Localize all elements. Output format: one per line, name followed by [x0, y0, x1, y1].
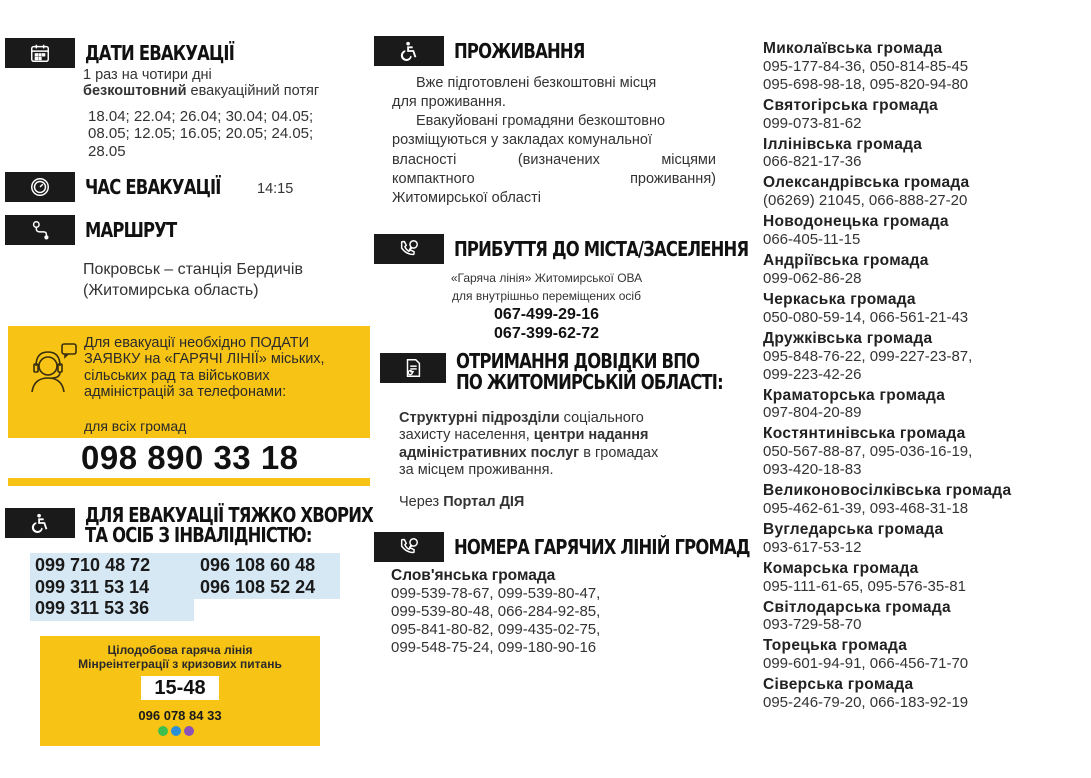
hotlines-header: [374, 532, 815, 562]
arrival-line-1: «Гаряча лінія» Житомирської ОВА: [450, 271, 643, 285]
community-item: [763, 387, 1063, 423]
community-phones[interactable]: 095-246-79-20, 066-183-92-19: [763, 694, 969, 711]
disabled-title-line-1: ДЛЯ ЕВАКУАЦІЇ ТЯЖКО ХВОРИХ: [85, 503, 373, 527]
vpo-title: [456, 351, 723, 393]
phone-chat-icon: [374, 234, 444, 264]
viber-icon[interactable]: [184, 726, 194, 736]
disabled-phone-4[interactable]: 096 108 52 24: [200, 576, 316, 597]
living-title: ПРОЖИВАННЯ: [454, 39, 585, 63]
community-item: [763, 136, 1063, 172]
main-phone[interactable]: 098 890 33 18: [81, 439, 299, 476]
dates-line-1: 18.04; 22.04; 26.04; 30.04; 04.05;: [88, 108, 314, 125]
community-item: [763, 599, 1063, 635]
community-phones[interactable]: 099-601-94-91, 066-456-71-70: [763, 655, 969, 673]
document-icon: [380, 353, 446, 383]
community-item: [763, 291, 1063, 327]
hotlines-title: НОМЕРА ГАРЯЧИХ ЛІНІЙ ГРОМАД: [454, 535, 750, 559]
vpo-rest-3: в громадах: [579, 444, 659, 461]
community-phones-3[interactable]: 095-841-80-82, 099-435-02-75,: [391, 620, 601, 638]
short-number-bg: [141, 676, 219, 700]
living-p2-line-3: [392, 151, 716, 170]
community-list: [763, 40, 1063, 715]
evac-dates-header: [5, 38, 267, 68]
community-name: Краматорська громада: [763, 386, 946, 404]
arrival-info: [374, 269, 719, 305]
vpo-bold-2: центри надання: [533, 427, 649, 444]
community-phones[interactable]: (06269) 21045, 066-888-27-20: [763, 192, 968, 210]
phone-chat-icon: [374, 532, 444, 562]
route-line-2: (Житомирська область): [83, 281, 259, 299]
living-p2-line-4: [392, 170, 716, 189]
messenger-icons: [158, 726, 194, 736]
community-phones[interactable]: 093-617-53-12: [763, 538, 862, 556]
community-phones[interactable]: 099-223-42-26: [763, 365, 862, 383]
community-name: Вугледарська громада: [763, 520, 944, 538]
community-phones[interactable]: 066-821-17-36: [763, 153, 862, 171]
apply-line-3: сільських рад та військових: [84, 367, 270, 384]
community-name: Великоновосілківська громада: [763, 482, 1012, 500]
living-p1-line-1: Вже підготовлені безкоштовні місця: [416, 75, 657, 91]
community-name: Андріївська громада: [763, 252, 929, 270]
community-phones[interactable]: 093-729-58-70: [763, 616, 862, 634]
evac-dates-list: [88, 108, 313, 160]
community-phones[interactable]: 050-080-59-14, 066-561-21-43: [763, 308, 969, 326]
community-name: Костянтинівська громада: [763, 425, 966, 443]
arrival-phone-1[interactable]: 067-499-29-16: [494, 306, 599, 323]
dates-line-2: 08.05; 12.05; 16.05; 20.05; 24.05;: [88, 125, 314, 143]
living-header: [374, 36, 613, 66]
arrival-phones: [374, 305, 719, 343]
living-word-2: (визначених: [517, 151, 600, 168]
community-item: [763, 521, 1063, 557]
community-phones-1[interactable]: 099-539-78-67, 099-539-80-47,: [391, 584, 601, 602]
vpo-portal-line: [399, 494, 524, 511]
vpo-text: [399, 410, 658, 480]
community-phones[interactable]: 099-073-81-62: [763, 114, 862, 132]
disabled-phone-1[interactable]: 099 710 48 72: [35, 555, 151, 575]
community-item: [763, 174, 1063, 210]
community-item: [763, 560, 1063, 596]
route-text: [83, 260, 303, 302]
vpo-bold-3: адміністративних послуг: [399, 444, 580, 461]
disabled-phones-left: [35, 555, 150, 620]
community-name: Олександрівська громада: [763, 174, 970, 192]
apply-box: [8, 326, 370, 486]
disabled-title-line-2: ТА ОСІБ З ІНВАЛІДНІСТЮ:: [85, 523, 312, 547]
vpo-line-1: [399, 410, 658, 427]
community-name: Торецька громада: [763, 637, 908, 655]
hotline-box: [40, 636, 320, 746]
dates-line-3: 28.05: [88, 142, 126, 160]
hotline-line-1: Цілодобова гаряча лінія: [107, 643, 253, 657]
community-name: Святогірська громада: [763, 96, 939, 114]
living-word-5: проживання): [630, 170, 716, 187]
living-p2-line-2: розміщуються у закладах комунальної: [392, 132, 652, 149]
community-phones[interactable]: 097-804-20-89: [763, 404, 862, 422]
vpo-line-2: [399, 427, 658, 444]
community-item: [763, 637, 1063, 673]
living-word-3: місцями: [661, 151, 716, 168]
route-title: МАРШРУТ: [85, 218, 177, 242]
community-name: Іллінівська громада: [763, 135, 923, 153]
disabled-header: [5, 505, 436, 545]
evac-time-value: 14:15: [257, 181, 294, 197]
free-word: безкоштовний: [83, 82, 187, 99]
community-item: [763, 213, 1063, 249]
for-all-communities: для всіх громад: [84, 418, 187, 434]
community-phones[interactable]: 095-462-61-39, 093-468-31-18: [763, 499, 969, 517]
slovyansk-community: [391, 567, 600, 657]
apply-line-2: ЗАЯВКУ на «ГАРЯЧІ ЛІНІЇ» міських,: [84, 351, 325, 368]
living-word-4: компактного: [392, 170, 475, 187]
wheelchair-icon: [5, 508, 75, 538]
community-phones-4[interactable]: 099-548-75-24, 099-180-90-16: [391, 638, 597, 656]
community-item: [763, 252, 1063, 288]
apply-line-4: адміністрацій за телефонами:: [84, 384, 287, 401]
arrival-line-2: для внутрішньо переміщених осіб: [452, 289, 641, 303]
community-item: [763, 40, 1063, 94]
living-word-1: власності: [392, 151, 457, 168]
clock-icon: [5, 172, 75, 202]
vpo-line-3: [399, 445, 658, 462]
community-name: Черкаська громада: [763, 290, 916, 308]
community-item: [763, 482, 1063, 518]
living-p1-line-2: для проживання.: [392, 94, 506, 111]
vpo-rest-2: захисту населення,: [399, 427, 534, 444]
telegram-icon[interactable]: [171, 726, 181, 736]
arrival-phone-2[interactable]: 067-399-62-72: [494, 325, 599, 343]
evac-dates-frequency: [83, 68, 319, 100]
arrival-title: ПРИБУТТЯ ДО МІСТА/ЗАСЕЛЕННЯ: [454, 237, 749, 261]
operator-icon: [26, 340, 78, 396]
vpo-bold-1: Структурні підрозділи: [399, 410, 560, 426]
living-text: [392, 74, 716, 208]
diia-portal[interactable]: Портал ДІЯ: [443, 494, 525, 510]
via-text: Через: [399, 494, 444, 510]
vpo-line-4: за місцем проживання.: [399, 462, 554, 479]
apply-text: [84, 335, 325, 401]
main-phone-strip: [8, 438, 370, 478]
route-icon: [5, 215, 75, 245]
hotline-box-text: [40, 643, 320, 672]
evac-time-header: [5, 172, 250, 202]
community-name: Дружківська громада: [763, 329, 933, 347]
frequency-line: 1 раз на чотири дні: [83, 67, 212, 83]
living-p2-line-5: Житомирської області: [392, 189, 541, 206]
community-name: Світлодарська громада: [763, 598, 951, 616]
community-item: [763, 676, 1063, 712]
community-phones-2[interactable]: 099-539-80-48, 066-284-92-85,: [391, 602, 601, 620]
living-p2-line-1: Евакуйовані громадяни безкоштовно: [416, 113, 666, 130]
community-phones[interactable]: 095-848-76-22, 099-227-23-87,: [763, 347, 973, 365]
evac-time-title: ЧАС ЕВАКУАЦІЇ: [85, 175, 221, 199]
vpo-header: [380, 351, 781, 393]
community-phones[interactable]: 095-698-98-18, 095-820-94-80: [763, 75, 969, 93]
community-name: Слов'янська громада: [391, 567, 556, 584]
disabled-phone-2[interactable]: 096 108 60 48: [200, 555, 316, 575]
wheelchair-icon: [374, 36, 444, 66]
whatsapp-icon[interactable]: [158, 726, 168, 736]
vpo-title-line-2: ПО ЖИТОМИРСЬКІЙ ОБЛАСТІ:: [456, 370, 723, 394]
arrival-header: [374, 234, 813, 264]
community-name: Миколаївська громада: [763, 40, 943, 57]
free-train-line: [83, 84, 319, 100]
disabled-phone-3[interactable]: 099 311 53 14: [35, 576, 150, 597]
disabled-phone-5[interactable]: 099 311 53 36: [35, 598, 150, 619]
community-phones[interactable]: 050-567-88-87, 095-036-16-19,: [763, 443, 973, 461]
disabled-phones-right: [200, 555, 315, 598]
calendar-icon: [5, 38, 75, 68]
community-phones[interactable]: 066-405-11-15: [763, 231, 861, 249]
train-word: евакуаційний потяг: [186, 82, 320, 99]
hotline-line-2: Мінреінтеграції з кризових питань: [78, 657, 282, 672]
community-name: Сіверська громада: [763, 676, 914, 694]
community-phones[interactable]: 093-420-18-83: [763, 461, 862, 479]
community-item: [763, 330, 1063, 384]
short-number[interactable]: 15-48: [154, 677, 206, 699]
community-name: Комарська громада: [763, 559, 919, 577]
route-header: [5, 215, 196, 245]
route-line-1: Покровськ – станція Бердичів: [83, 261, 303, 278]
hotline-phone[interactable]: 096 078 84 33: [138, 708, 222, 723]
community-phones[interactable]: 095-111-61-65, 095-576-35-81: [763, 577, 966, 595]
community-item: [763, 97, 1063, 133]
community-name: Новодонецька громада: [763, 213, 949, 231]
disabled-title: [85, 505, 373, 545]
community-item: [763, 425, 1063, 479]
evac-dates-title: ДАТИ ЕВАКУАЦІЇ: [85, 41, 234, 65]
vpo-rest-1: соціального: [559, 410, 644, 426]
vpo-title-line-1: ОТРИМАННЯ ДОВІДКИ ВПО: [456, 349, 700, 373]
community-phones[interactable]: 099-062-86-28: [763, 269, 862, 287]
apply-line-1: Для евакуації необхідно ПОДАТИ: [84, 335, 310, 351]
community-phones[interactable]: 095-177-84-36, 050-814-85-45: [763, 57, 969, 75]
